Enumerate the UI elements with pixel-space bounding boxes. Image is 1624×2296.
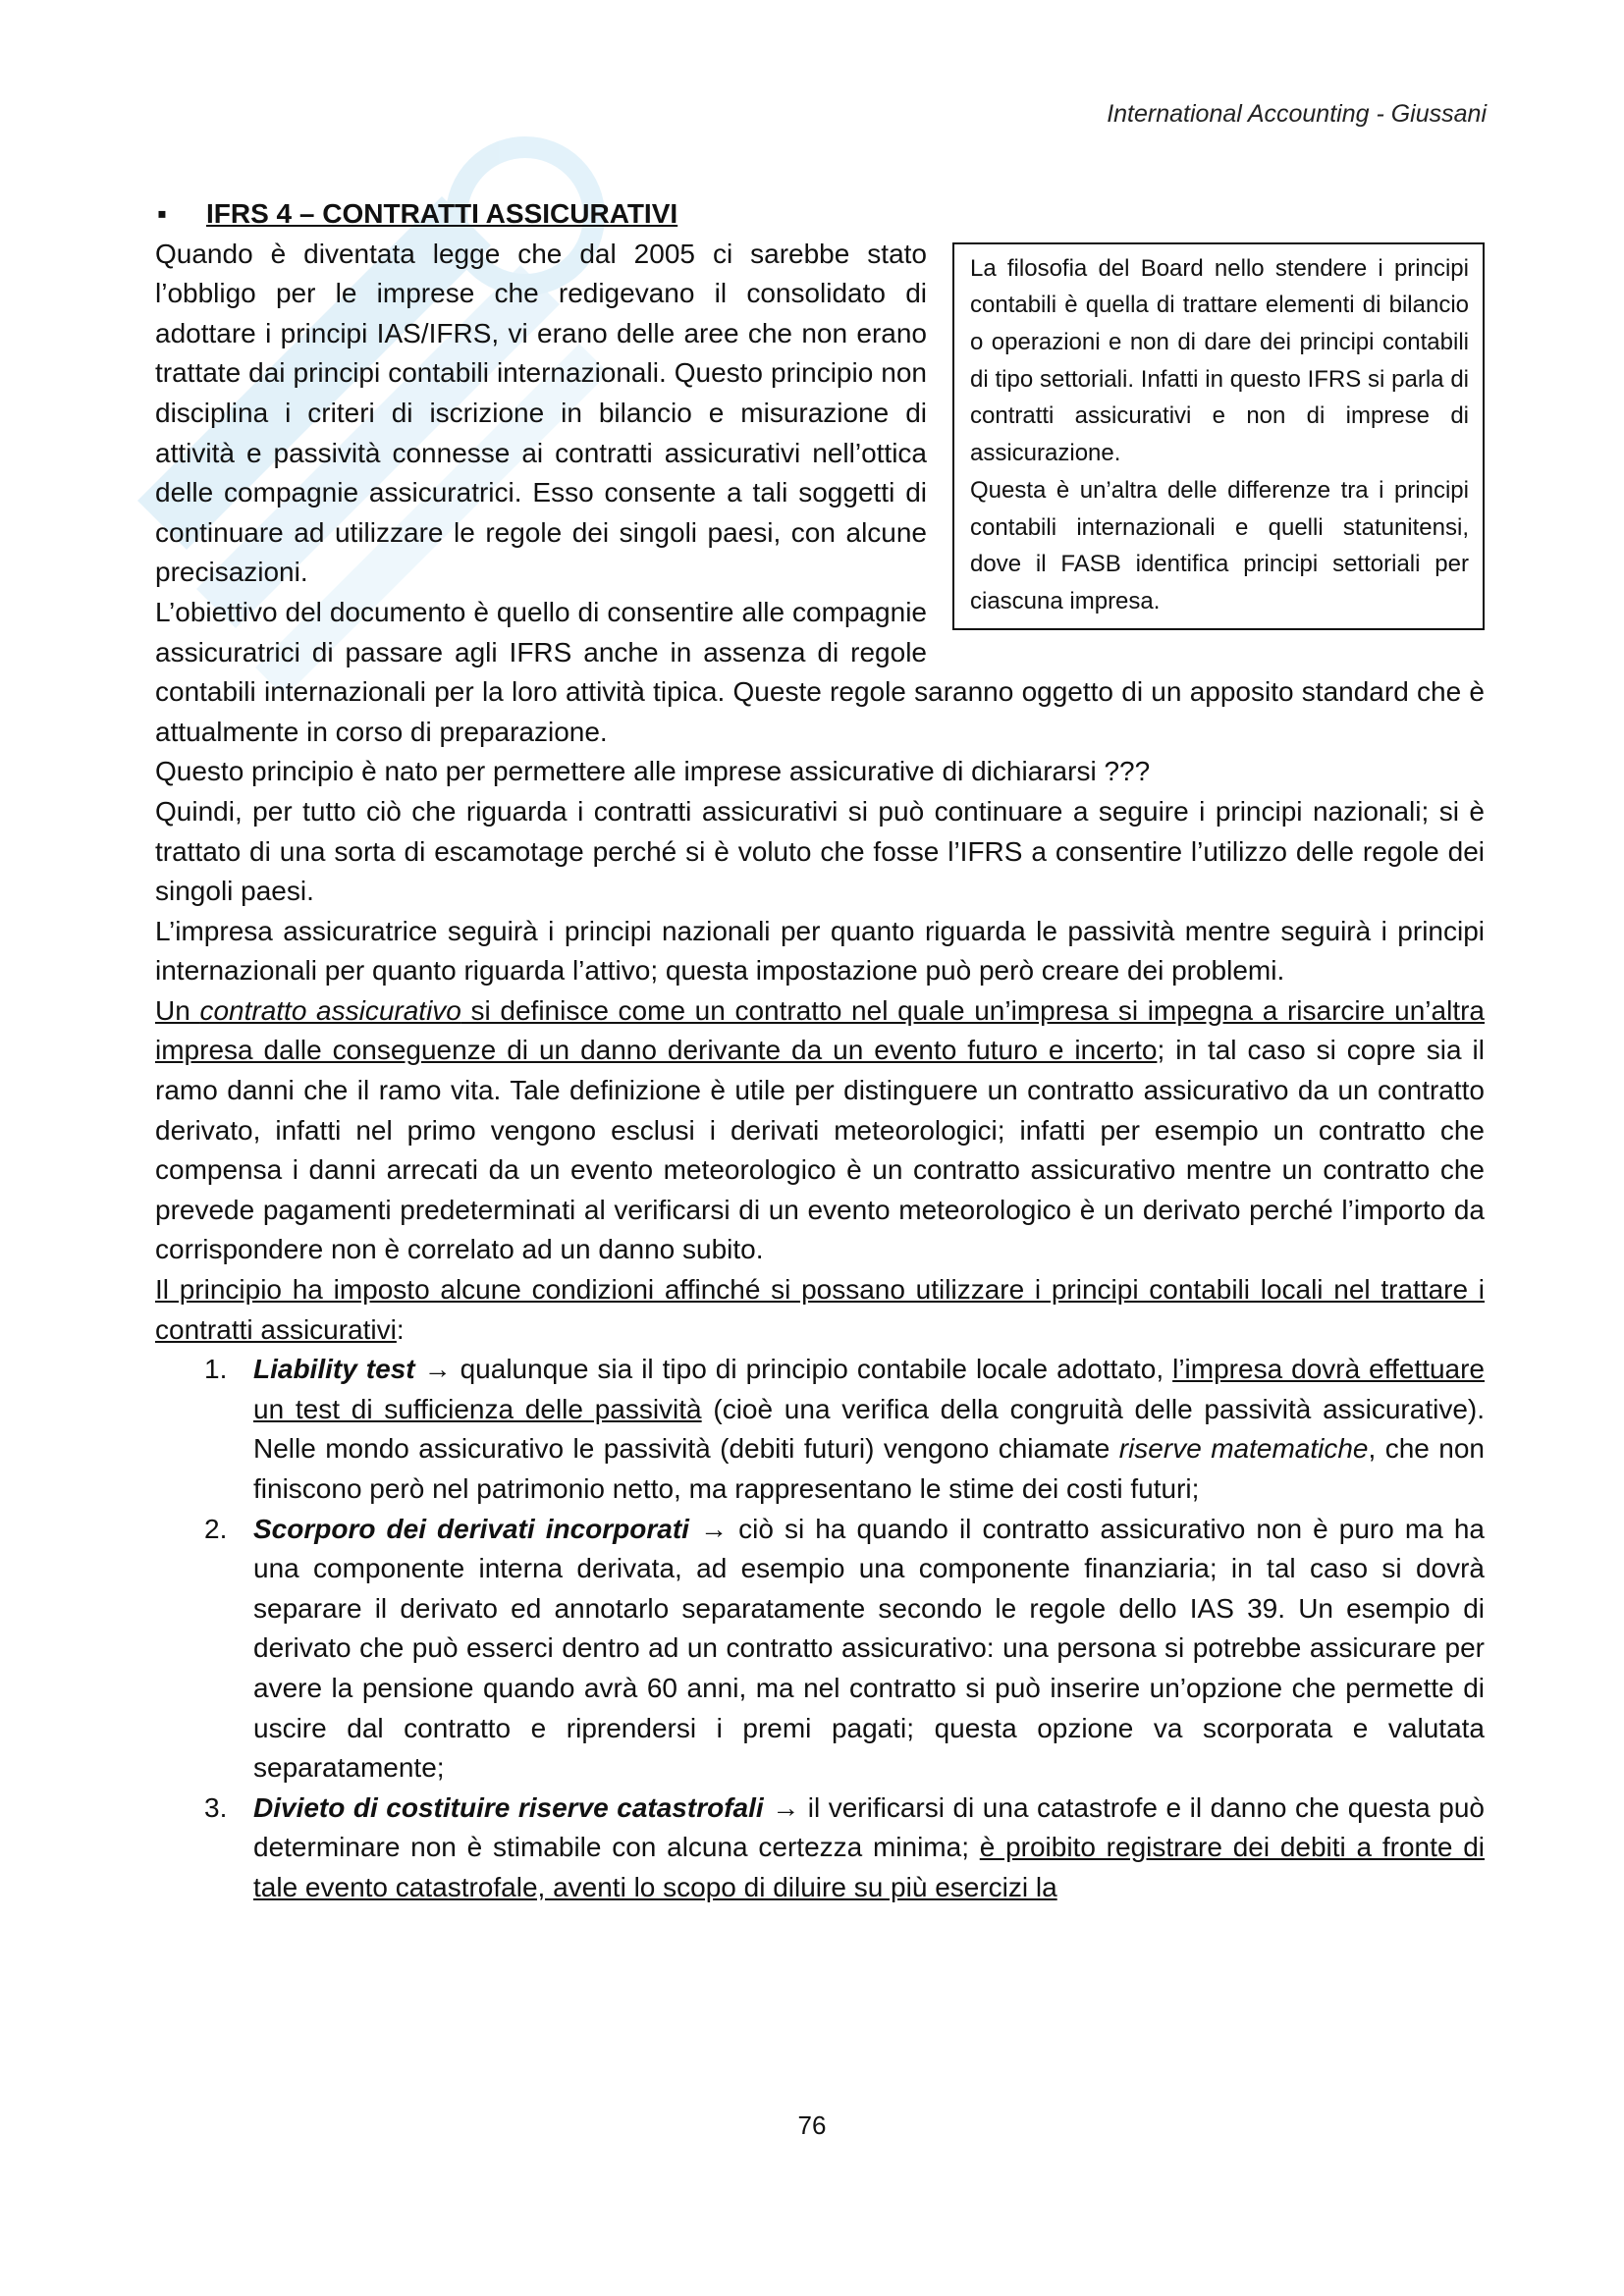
side-note-box — [952, 242, 1485, 630]
definition-term: contratto assicurativo — [199, 994, 461, 1026]
side-note-paragraph: Questa è un’altra delle differenze tra i principi contabili internazionali e quelli statunitensi, dove il FASB identifica principi settoriali per ciascuna impresa. — [970, 476, 1469, 614]
definition-text: Un contratto assicurativo si definisce come un contratto nel quale un’impresa si impegna a risarcire un’altra impresa dalle conseguenze di un danno derivante da un evento futuro e incerto — [155, 994, 1486, 1066]
paragraph: Quindi, per tutto ciò che riguarda i contratti assicurativi si può continuare a seguire i principi nazionali; si è trattato di una sorta di escamotage perché si è voluto che fosse l’IFRS a consentire l’utilizzo delle regole dei singoli paesi. — [155, 795, 1485, 907]
conditions-intro: Il principio ha imposto alcune condizioni affinché si possano utilizzare i principi contabili locali nel trattare i contratti assicurativi: — [155, 1274, 1485, 1345]
list-number: 2. — [204, 1513, 228, 1544]
condition-term: Scorporo dei derivati incorporati — [253, 1513, 689, 1544]
list-item: 2. Scorporo dei derivati incorporati → ciò si ha quando il contratto assicurativo non è puro ma ha una componente interna derivata, ad esempio una componente finanziaria; in tal caso si dovrà separare il derivato ed annotarlo separatamente secondo le regole dello IAS 39. Un esempio di derivato che può esserci dentro ad un contratto assicurativo: una persona si potrebbe assicurare per avere la pensione quando avrà 60 anni, ma nel contratto si può inserire un’opzione che permette di uscire dal contratto e riprendersi i premi pagati; questa opzione va scorporata e valutata separatamente; — [253, 1510, 1485, 1789]
objective-paragraph: L’obiettivo del documento è quello di consentire alle compagnie assicuratrici di passare agli IFRS anche in assenza di regole contabili internazionali per la loro attività tipica. Queste regole saranno oggetto di un apposito standard che è attualmente in corso di preparazione. — [155, 596, 1485, 747]
intro-paragraph: Quando è diventata legge che dal 2005 ci sarebbe stato l’obbligo per le imprese che redigevano il consolidato di adottare i principi IAS/IFRS, vi erano delle aree che non erano trattate dai principi contabili internazionali. Questo principio non disciplina i criteri di iscrizione in bilancio e misurazione di attività e passività connesse ai contratti assicurativi nell’ottica delle compagnie assicuratrici. Esso consente a tali soggetti di continuare ad utilizzare le regole dei singoli paesi, con alcune precisazioni. — [155, 238, 927, 588]
section-title — [157, 194, 1485, 235]
paragraph: L’impresa assicuratrice seguirà i principi nazionali per quanto riguarda le passività mentre seguirà i principi internazionali per quanto riguarda l’attivo; questa impostazione può però creare dei problemi. — [155, 915, 1485, 987]
bullet-square-icon: ▪ — [157, 198, 167, 229]
list-item: 1. Liability test → qualunque sia il tipo di principio contabile locale adottato, l’impresa dovrà effettuare un test di sufficienza delle passività (cioè una verifica della congruità delle passività assicurative). Nelle mondo assicurativo le passività (debiti futuri) vengono chiamate riserve matematiche, che non finiscono però nel patrimonio netto, ma rappresentano le stime dei costi futuri; — [253, 1350, 1485, 1509]
arrow-right-icon: → — [414, 1354, 460, 1385]
page-header: International Accounting - Giussani — [1107, 100, 1487, 128]
condition-term: Liability test — [253, 1354, 415, 1385]
page-number: 76 — [797, 2110, 827, 2140]
list-number: 3. — [204, 1791, 228, 1823]
conditions-list — [155, 1350, 1485, 1907]
list-item: 3. Divieto di costituire riserve catastrofali → il verificarsi di una catastrofe e il danno che questa può determinare non è stimabile con alcuna certezza minima; è proibito registrare dei debiti a fronte di tale evento catastrofale, aventi lo scopo di diluire su più esercizi la — [253, 1789, 1485, 1908]
definition-paragraph: Un contratto assicurativo si definisce come un contratto nel quale un’impresa si impegna a risarcire un’altra impresa dalle conseguenze di un danno derivante da un evento futuro e incerto; in tal caso si copre sia il ramo danni che il ramo vita. Tale definizione è utile per distinguere un contratto assicurativo da un contratto derivato, infatti nel primo vengono esclusi i derivati meteorologici; infatti per esempio un contratto che compensa i danni arrecati da un evento meteorologico è un contratto assicurativo mentre un contratto che prevede pagamenti predeterminati al verificarsi di un evento meteorologico è un derivato perché l’importo da corrispondere non è correlato ad un danno subito. — [155, 994, 1486, 1265]
arrow-right-icon: → — [688, 1513, 739, 1544]
condition-term: Divieto di costituire riserve catastrofali — [253, 1791, 764, 1823]
page-content — [155, 194, 1485, 1908]
list-number: 1. — [204, 1354, 228, 1385]
question-paragraph: Questo principio è nato per permettere alle imprese assicurative di dichiararsi ??? — [155, 756, 1151, 787]
section-title-text: IFRS 4 – CONTRATTI ASSICURATIVI — [206, 198, 678, 229]
arrow-right-icon: → — [763, 1791, 808, 1823]
side-note-paragraph: La filosofia del Board nello stendere i principi contabili è quella di trattare elementi di bilancio o operazioni e non di dare dei principi contabili di tipo settoriali. Infatti in questo IFRS si parla di contratti assicurativi e non di imprese di assicurazione. — [970, 254, 1469, 467]
